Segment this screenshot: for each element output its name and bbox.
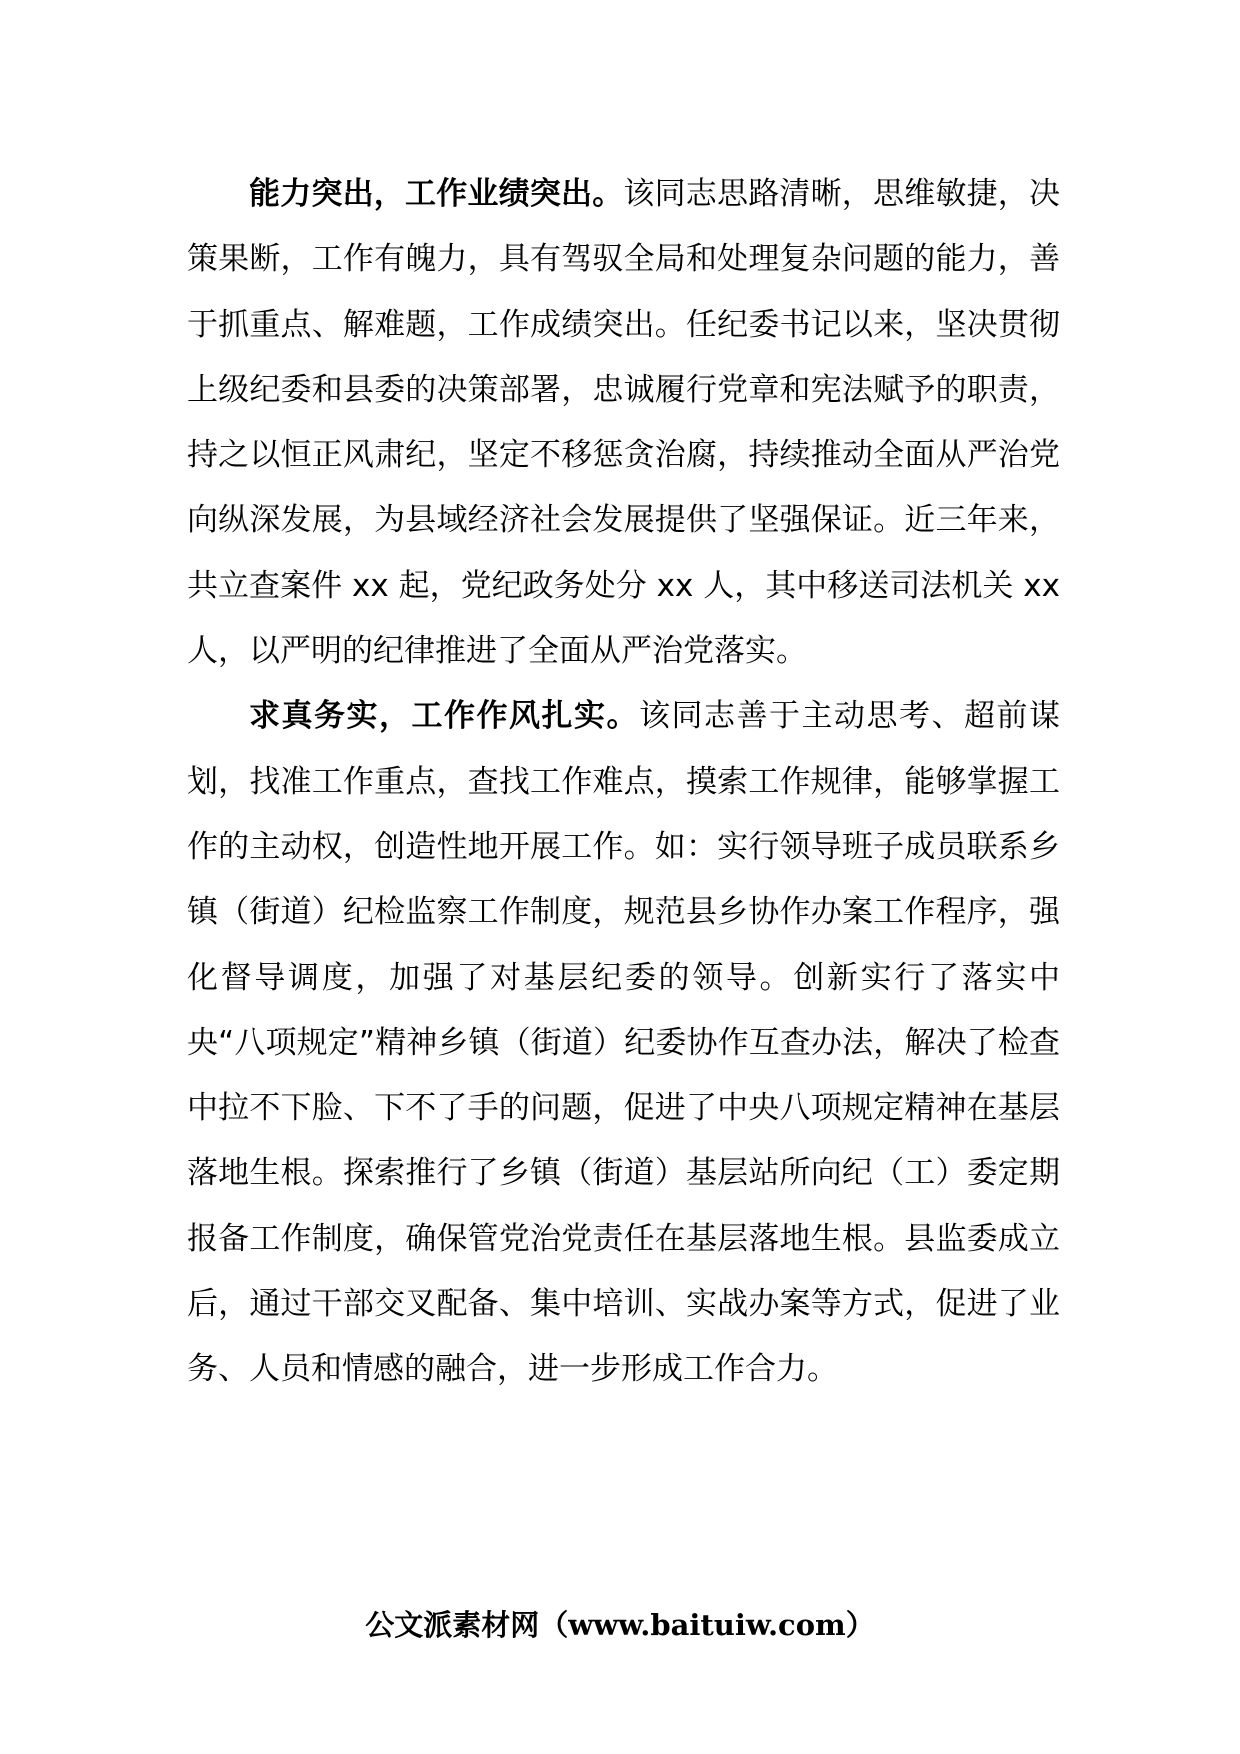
footer-watermark-text: 公文派素材网（www.baituiw.com） (365, 1608, 875, 1642)
paragraph-text: 该同志善于主动思考、超前谋划，找准工作重点，查找工作难点，摸索工作规律，能够掌握工作的主动权，创造性地开展工作。如：实行领导班子成员联系乡镇（街道）纪检监察工作制度，规范县乡协作办案工作程序，强化督导调度，加强了对基层纪委的领导。创新实行了落实中央“八项规定”精神乡镇（街道）纪委协作互查办法，解决了检查中拉不下脸、下不了手的问题，促进了中央八项规定精神在基层落地生根。探索推行了乡镇（街道）基层站所向纪（工）委定期报备工作制度，确保管党治党责任在基层落地生根。县监委成立后，通过干部交叉配备、集中培训、实战办案等方式，促进了业务、人员和情感的融合，进一步形成工作合力。 (187, 698, 1060, 1388)
paragraph-text: 该同志思路清晰，思维敏捷，决策果断，工作有魄力，具有驾驭全局和处理复杂问题的能力，善于抓重点、解难题，工作成绩突出。任纪委书记以来，坚决贯彻上级纪委和县委的决策部署，忠诚履行党章和宪法赋予的职责，持之以恒正风肃纪，坚定不移惩贪治腐，持续推动全面从严治党向纵深发展，为县域经济社会发展提供了坚强保证。近三年来，共立查案件 xx 起，党纪政务处分 xx 人，其中移送司法机关 xx 人，以严明的纪律推进了全面从严治党落实。 (187, 176, 1061, 670)
paragraph-heading: 能力突出，工作业绩突出。 (249, 176, 624, 212)
paragraph-ability (187, 162, 1060, 684)
paragraph-work-style (187, 684, 1060, 1402)
document-body (187, 162, 1060, 1403)
paragraph-heading: 求真务实，工作作风扎实。 (249, 698, 639, 735)
